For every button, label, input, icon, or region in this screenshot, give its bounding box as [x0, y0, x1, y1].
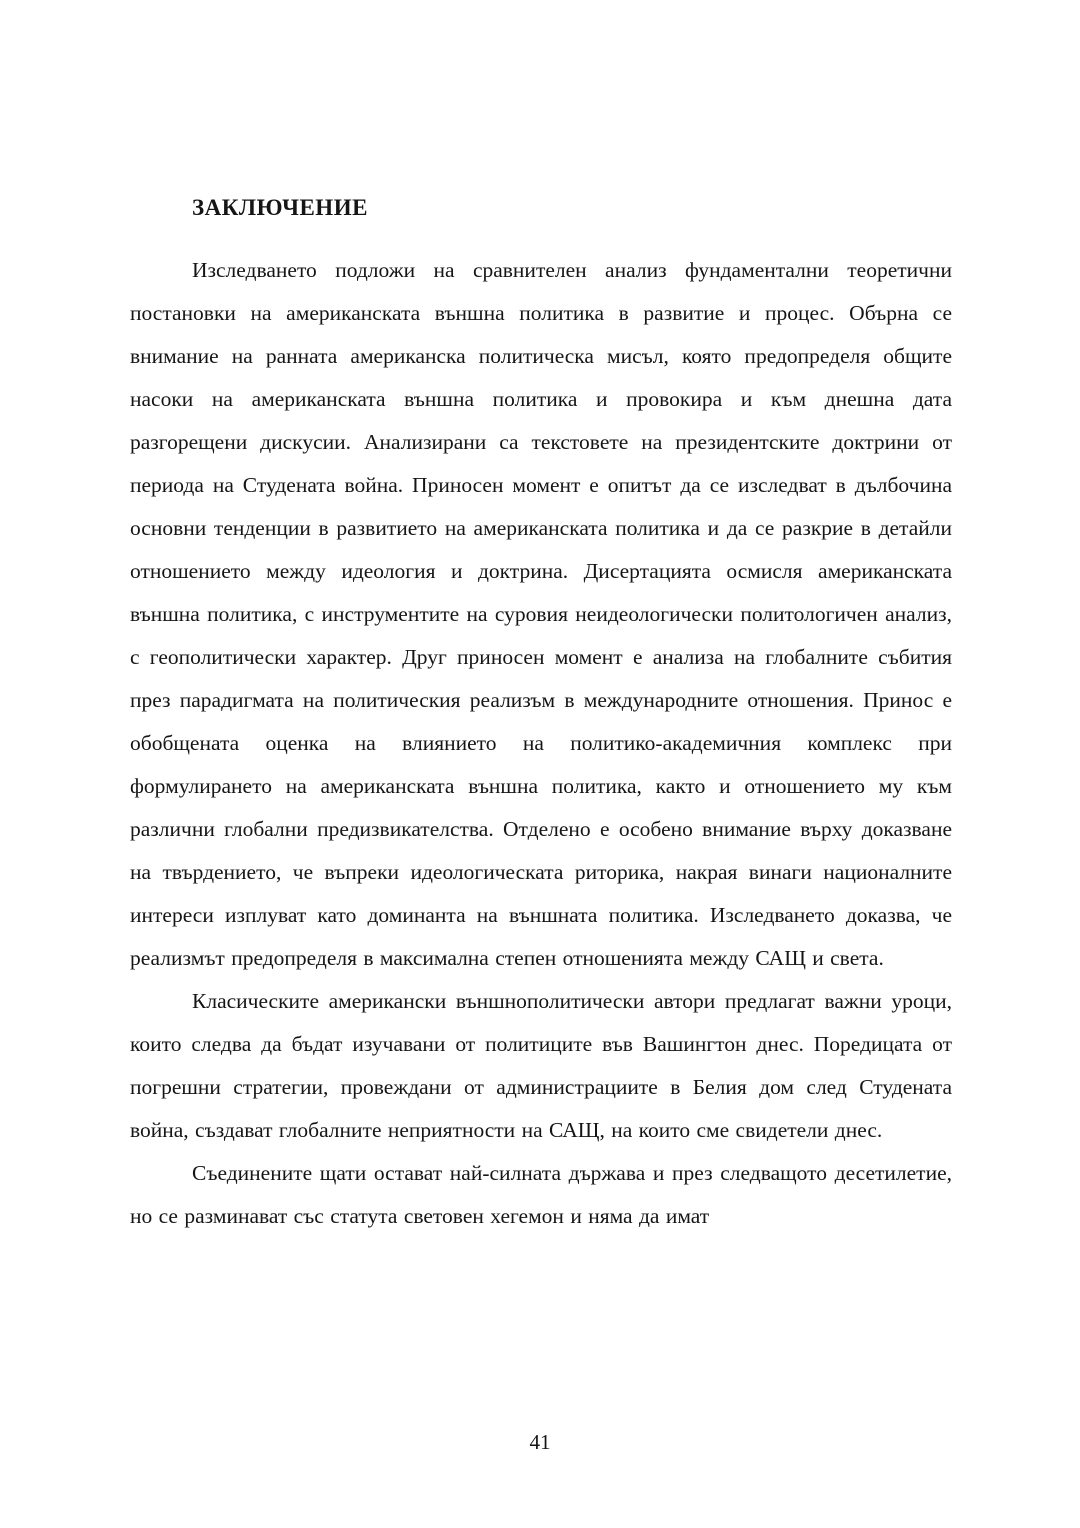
- document-title: ЗАКЛЮЧЕНИЕ: [192, 195, 368, 220]
- text-block: [130, 193, 952, 1238]
- paragraph: Класическите американски външнополитически автори предлагат важни уроци, които следва да бъдат изучавани от политиците във Вашингтон днес. Поредицата от погрешни стратегии, провеждани от администрациите в Белия дом след Студената война, създават глобалните неприятности на САЩ, на които сме свидетели днес.: [130, 989, 952, 1142]
- paragraph: Изследването подложи на сравнителен анализ фундаментални теоретични постановки на американската външна политика в развитие и процес. Обърна се внимание на ранната американска политическа мисъл, която предопределя общите насоки на американската външна политика и провокира и към днешна дата разгорещени дискусии. Анализирани са текстовете на президентските доктрини от периода на Студената война. Приносен момент е опитът да се изследват в дълбочина основни тенденции в развитието на американската политика и да се разкрие в детайли отношението между идеология и доктрина. Дисертацията осмисля американската външна политика, с инструментите на суровия неидеологически политологичен анализ, с геополитически характер. Друг приносен момент е анализа на глобалните събития през парадигмата на политическия реализъм в международните отношения. Принос е обобщената оценка на влиянието на политико-академичния комплекс при формулирането на американската външна политика, както и отношението му към различни глобални предизвикателства. Отделено е особено внимание върху доказване на твърдението, че въпреки идеологическата риторика, накрая винаги националните интереси изплуват като доминанта на външната политика. Изследването доказва, че реализмът предопределя в максимална степен отношенията между САЩ и света.: [130, 258, 952, 970]
- page-number: 41: [529, 1430, 551, 1454]
- paragraph: Съединените щати остават най-силната държава и през следващото десетилетие, но се разминават със статута световен хегемон и няма да имат: [130, 1161, 952, 1228]
